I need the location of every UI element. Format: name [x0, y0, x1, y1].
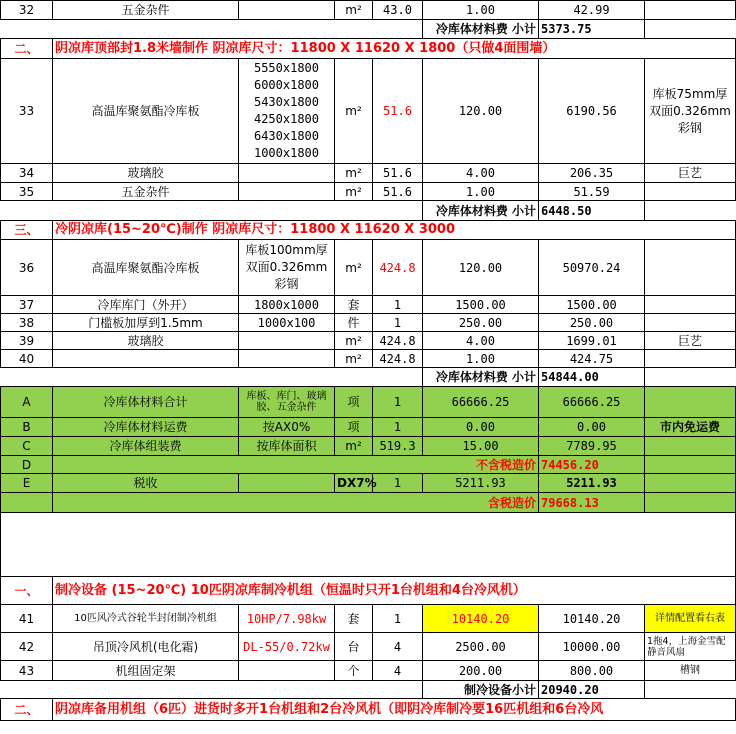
table-row [1, 164, 736, 183]
cell-unit: m² [335, 332, 373, 350]
spec-line: 5430x1800 [253, 95, 320, 109]
spec-line: 6000x1800 [253, 78, 320, 92]
cell-total: 10000.00 [539, 633, 645, 661]
cell-price: 1.00 [423, 350, 539, 368]
cell-note [645, 240, 736, 296]
section-number: 二、 [1, 39, 53, 59]
cell-total: 10140.20 [539, 605, 645, 633]
cell-note: 巨艺 [645, 164, 736, 183]
cell-no: 35 [1, 183, 53, 201]
cell-qty: 1 [373, 474, 423, 493]
cell-total: 6190.56 [539, 59, 645, 164]
cell-name: 玻璃胶 [53, 332, 239, 350]
taxed-value: 79668.13 [539, 493, 645, 513]
cell-spec: 按库体面积 [239, 437, 335, 456]
summary-row [1, 493, 736, 513]
section-title: 阴凉库备用机组（6匹）进货时多开1台机组和2台冷风机（即阴冷库制冷要16匹机组和6台冷风 [53, 699, 736, 721]
cell-spec [239, 164, 335, 183]
cell-note [645, 474, 736, 493]
cell-note: 详情配置看右表 [645, 605, 736, 633]
taxed-label: 含税造价 [53, 493, 539, 513]
title-row [1, 531, 736, 577]
cell-unit: m² [335, 183, 373, 201]
cell-total: 1699.01 [539, 332, 645, 350]
cell-total: 5211.93 [539, 474, 645, 493]
cell-unit: 套 [335, 296, 373, 314]
cell-total: 250.00 [539, 314, 645, 332]
cell-unit: m² [335, 240, 373, 296]
cell-qty: 43.0 [373, 1, 423, 20]
spec-line: 6430x1800 [253, 129, 320, 143]
cell-name: 高温库聚氨酯冷库板 [53, 59, 239, 164]
cell-spec [239, 350, 335, 368]
cell-price: 1.00 [423, 1, 539, 20]
cell-qty: 424.8 [373, 350, 423, 368]
section-header [1, 39, 736, 59]
cell-qty: 1 [373, 296, 423, 314]
cell-name: 机组固定架 [53, 661, 239, 681]
untaxed-value: 74456.20 [539, 456, 645, 474]
cell-spec: 1800x1000 [239, 296, 335, 314]
cell-note [645, 314, 736, 332]
cell-qty: 4 [373, 661, 423, 681]
cell-spec [239, 59, 335, 164]
cell-price: 1.00 [423, 183, 539, 201]
cell-no: C [1, 437, 53, 456]
cell-no: 43 [1, 661, 53, 681]
cell-total: 800.00 [539, 661, 645, 681]
untaxed-label: 不含税造价 [53, 456, 539, 474]
cell-price: 120.00 [423, 240, 539, 296]
cell-spec: 按AX0% [239, 418, 335, 437]
cell-price: 66666.25 [423, 387, 539, 418]
cell-note: 槽钢 [645, 661, 736, 681]
cell-price: 15.00 [423, 437, 539, 456]
cell-unit: m² [335, 350, 373, 368]
cell-unit: m² [335, 164, 373, 183]
subtotal-label: 制冷设备小计 [423, 681, 539, 699]
cell-no: 36 [1, 240, 53, 296]
table-row [1, 59, 736, 164]
cell-no: 33 [1, 59, 53, 164]
cell-unit: 项 [335, 418, 373, 437]
cell-spec: 1000x100 [239, 314, 335, 332]
cell-name: 吊顶冷风机(电化霜) [53, 633, 239, 661]
cell-note [645, 183, 736, 201]
cell-total: 206.35 [539, 164, 645, 183]
table-row [1, 332, 736, 350]
cell-note: 库板75mm厚双面0.326mm彩钢 [645, 59, 736, 164]
section-number: 二、 [1, 699, 53, 721]
subtotal-label: 冷库体材料费 小计 [423, 368, 539, 387]
cell-total: 7789.95 [539, 437, 645, 456]
cell-name: 门槛板加厚到1.5mm [53, 314, 239, 332]
cell-note [645, 350, 736, 368]
subtotal-row [1, 681, 736, 699]
cell-unit: 项 [335, 387, 373, 418]
subtotal-value: 5373.75 [539, 20, 645, 39]
cell-note [645, 437, 736, 456]
cell-qty: 51.6 [373, 59, 423, 164]
cell-name: 税收 [53, 474, 239, 493]
table-row [1, 314, 736, 332]
cell-qty: 1 [373, 314, 423, 332]
cell-price: 4.00 [423, 332, 539, 350]
cell-note [645, 387, 736, 418]
cell-spec: DL-55/0.72kw [239, 633, 335, 661]
cell-no: 41 [1, 605, 53, 633]
cell-no: 40 [1, 350, 53, 368]
cell-qty: 1 [373, 418, 423, 437]
section-header [1, 699, 736, 721]
table-row [1, 183, 736, 201]
cell-unit: 件 [335, 314, 373, 332]
cell-note [645, 1, 736, 20]
cell-note: 巨艺 [645, 332, 736, 350]
cell-no: 37 [1, 296, 53, 314]
spec-line: 4250x1800 [253, 112, 320, 126]
cell-no: 42 [1, 633, 53, 661]
cell-unit: 台 [335, 633, 373, 661]
subtotal-value: 54844.00 [539, 368, 645, 387]
cell-qty: 4 [373, 633, 423, 661]
cell-no: 38 [1, 314, 53, 332]
subtotal-label: 冷库体材料费 小计 [423, 20, 539, 39]
summary-row [1, 387, 736, 418]
cell-no: B [1, 418, 53, 437]
section-header [1, 577, 736, 605]
subtotal-row [1, 201, 736, 221]
summary-row [1, 474, 736, 493]
cell-no: 32 [1, 1, 53, 20]
subtotal-value: 20940.20 [539, 681, 645, 699]
cell-note: 市内免运费 [645, 418, 736, 437]
cell-price: 120.00 [423, 59, 539, 164]
cell-price: 200.00 [423, 661, 539, 681]
cell-no: E [1, 474, 53, 493]
cell-price: 250.00 [423, 314, 539, 332]
cell-no: 34 [1, 164, 53, 183]
cell-name: 高温库聚氨酯冷库板 [53, 240, 239, 296]
cell-name: 冷库体组装费 [53, 437, 239, 456]
cell-total: 66666.25 [539, 387, 645, 418]
table-row [1, 240, 736, 296]
cell-unit: m² [335, 59, 373, 164]
cell-qty: 51.6 [373, 183, 423, 201]
subtotal-row [1, 368, 736, 387]
cell-name: 10匹风冷式谷轮半封闭制冷机组 [53, 605, 239, 633]
cell-no: D [1, 456, 53, 474]
section-header [1, 221, 736, 240]
cell-spec: 库板、库门、玻璃胶、五金杂件 [239, 387, 335, 418]
cell-price: 0.00 [423, 418, 539, 437]
section-title: 制冷设备 (15~20℃) 10匹阴凉库制冷机组（恒温时只开1台机组和4台冷风机） [53, 577, 736, 605]
page-title [1, 531, 736, 577]
cell-total: 42.99 [539, 1, 645, 20]
cell-spec [239, 1, 335, 20]
cell-price: 10140.20 [423, 605, 539, 633]
cell-price: 2500.00 [423, 633, 539, 661]
subtotal-label: 冷库体材料费 小计 [423, 201, 539, 221]
cell-no: A [1, 387, 53, 418]
cell-name [53, 350, 239, 368]
cell-price: 5211.93 [423, 474, 539, 493]
table-row [1, 605, 736, 633]
cell-note [645, 296, 736, 314]
cell-price: 4.00 [423, 164, 539, 183]
cell-total: 50970.24 [539, 240, 645, 296]
cell-total: 51.59 [539, 183, 645, 201]
cell-name: 五金杂件 [53, 1, 239, 20]
cell-unit: DX7% [335, 474, 373, 493]
subtotal-value: 6448.50 [539, 201, 645, 221]
cell-name: 冷库体材料运费 [53, 418, 239, 437]
cell-unit: 套 [335, 605, 373, 633]
cell-spec: 10HP/7.98kw [239, 605, 335, 633]
cell-no: 39 [1, 332, 53, 350]
table-row [1, 296, 736, 314]
subtotal-row [1, 20, 736, 39]
summary-row [1, 418, 736, 437]
cell-qty: 424.8 [373, 332, 423, 350]
table-row [1, 1, 736, 20]
table-row [1, 661, 736, 681]
cell-spec [239, 183, 335, 201]
cell-qty: 1 [373, 387, 423, 418]
cell-qty: 51.6 [373, 164, 423, 183]
cell-unit: m² [335, 1, 373, 20]
table-row [1, 633, 736, 661]
section-number: 三、 [1, 221, 53, 240]
summary-row [1, 437, 736, 456]
cell-note: 1拖4，上海金雪配静音风扇 [645, 633, 736, 661]
spec-line: 5550x1800 [253, 61, 320, 75]
cell-spec: 库板100mm厚双面0.326mm彩钢 [239, 240, 335, 296]
cell-qty: 424.8 [373, 240, 423, 296]
section-number: 一、 [1, 577, 53, 605]
cell-spec [239, 332, 335, 350]
cell-unit: m² [335, 437, 373, 456]
summary-row [1, 456, 736, 474]
section-title: 冷阴凉库(15~20℃)制作 阴凉库尺寸：11800 X 11620 X 3000 [53, 221, 736, 240]
section-title: 阴凉库顶部封1.8米墙制作 阴凉库尺寸：11800 X 11620 X 1800（只做4面围墙） [53, 39, 736, 59]
cell-total: 1500.00 [539, 296, 645, 314]
cell-total: 0.00 [539, 418, 645, 437]
cell-qty: 1 [373, 605, 423, 633]
cell-price: 1500.00 [423, 296, 539, 314]
cell-name: 冷库库门（外开） [53, 296, 239, 314]
cell-name: 冷库体材料合计 [53, 387, 239, 418]
cell-unit: 个 [335, 661, 373, 681]
cell-name: 玻璃胶 [53, 164, 239, 183]
cell-name: 五金杂件 [53, 183, 239, 201]
cell-spec [239, 474, 335, 493]
table-row [1, 350, 736, 368]
cell-total: 424.75 [539, 350, 645, 368]
spec-line: 1000x1800 [253, 146, 320, 160]
cell-qty: 519.3 [373, 437, 423, 456]
cell-spec [239, 661, 335, 681]
